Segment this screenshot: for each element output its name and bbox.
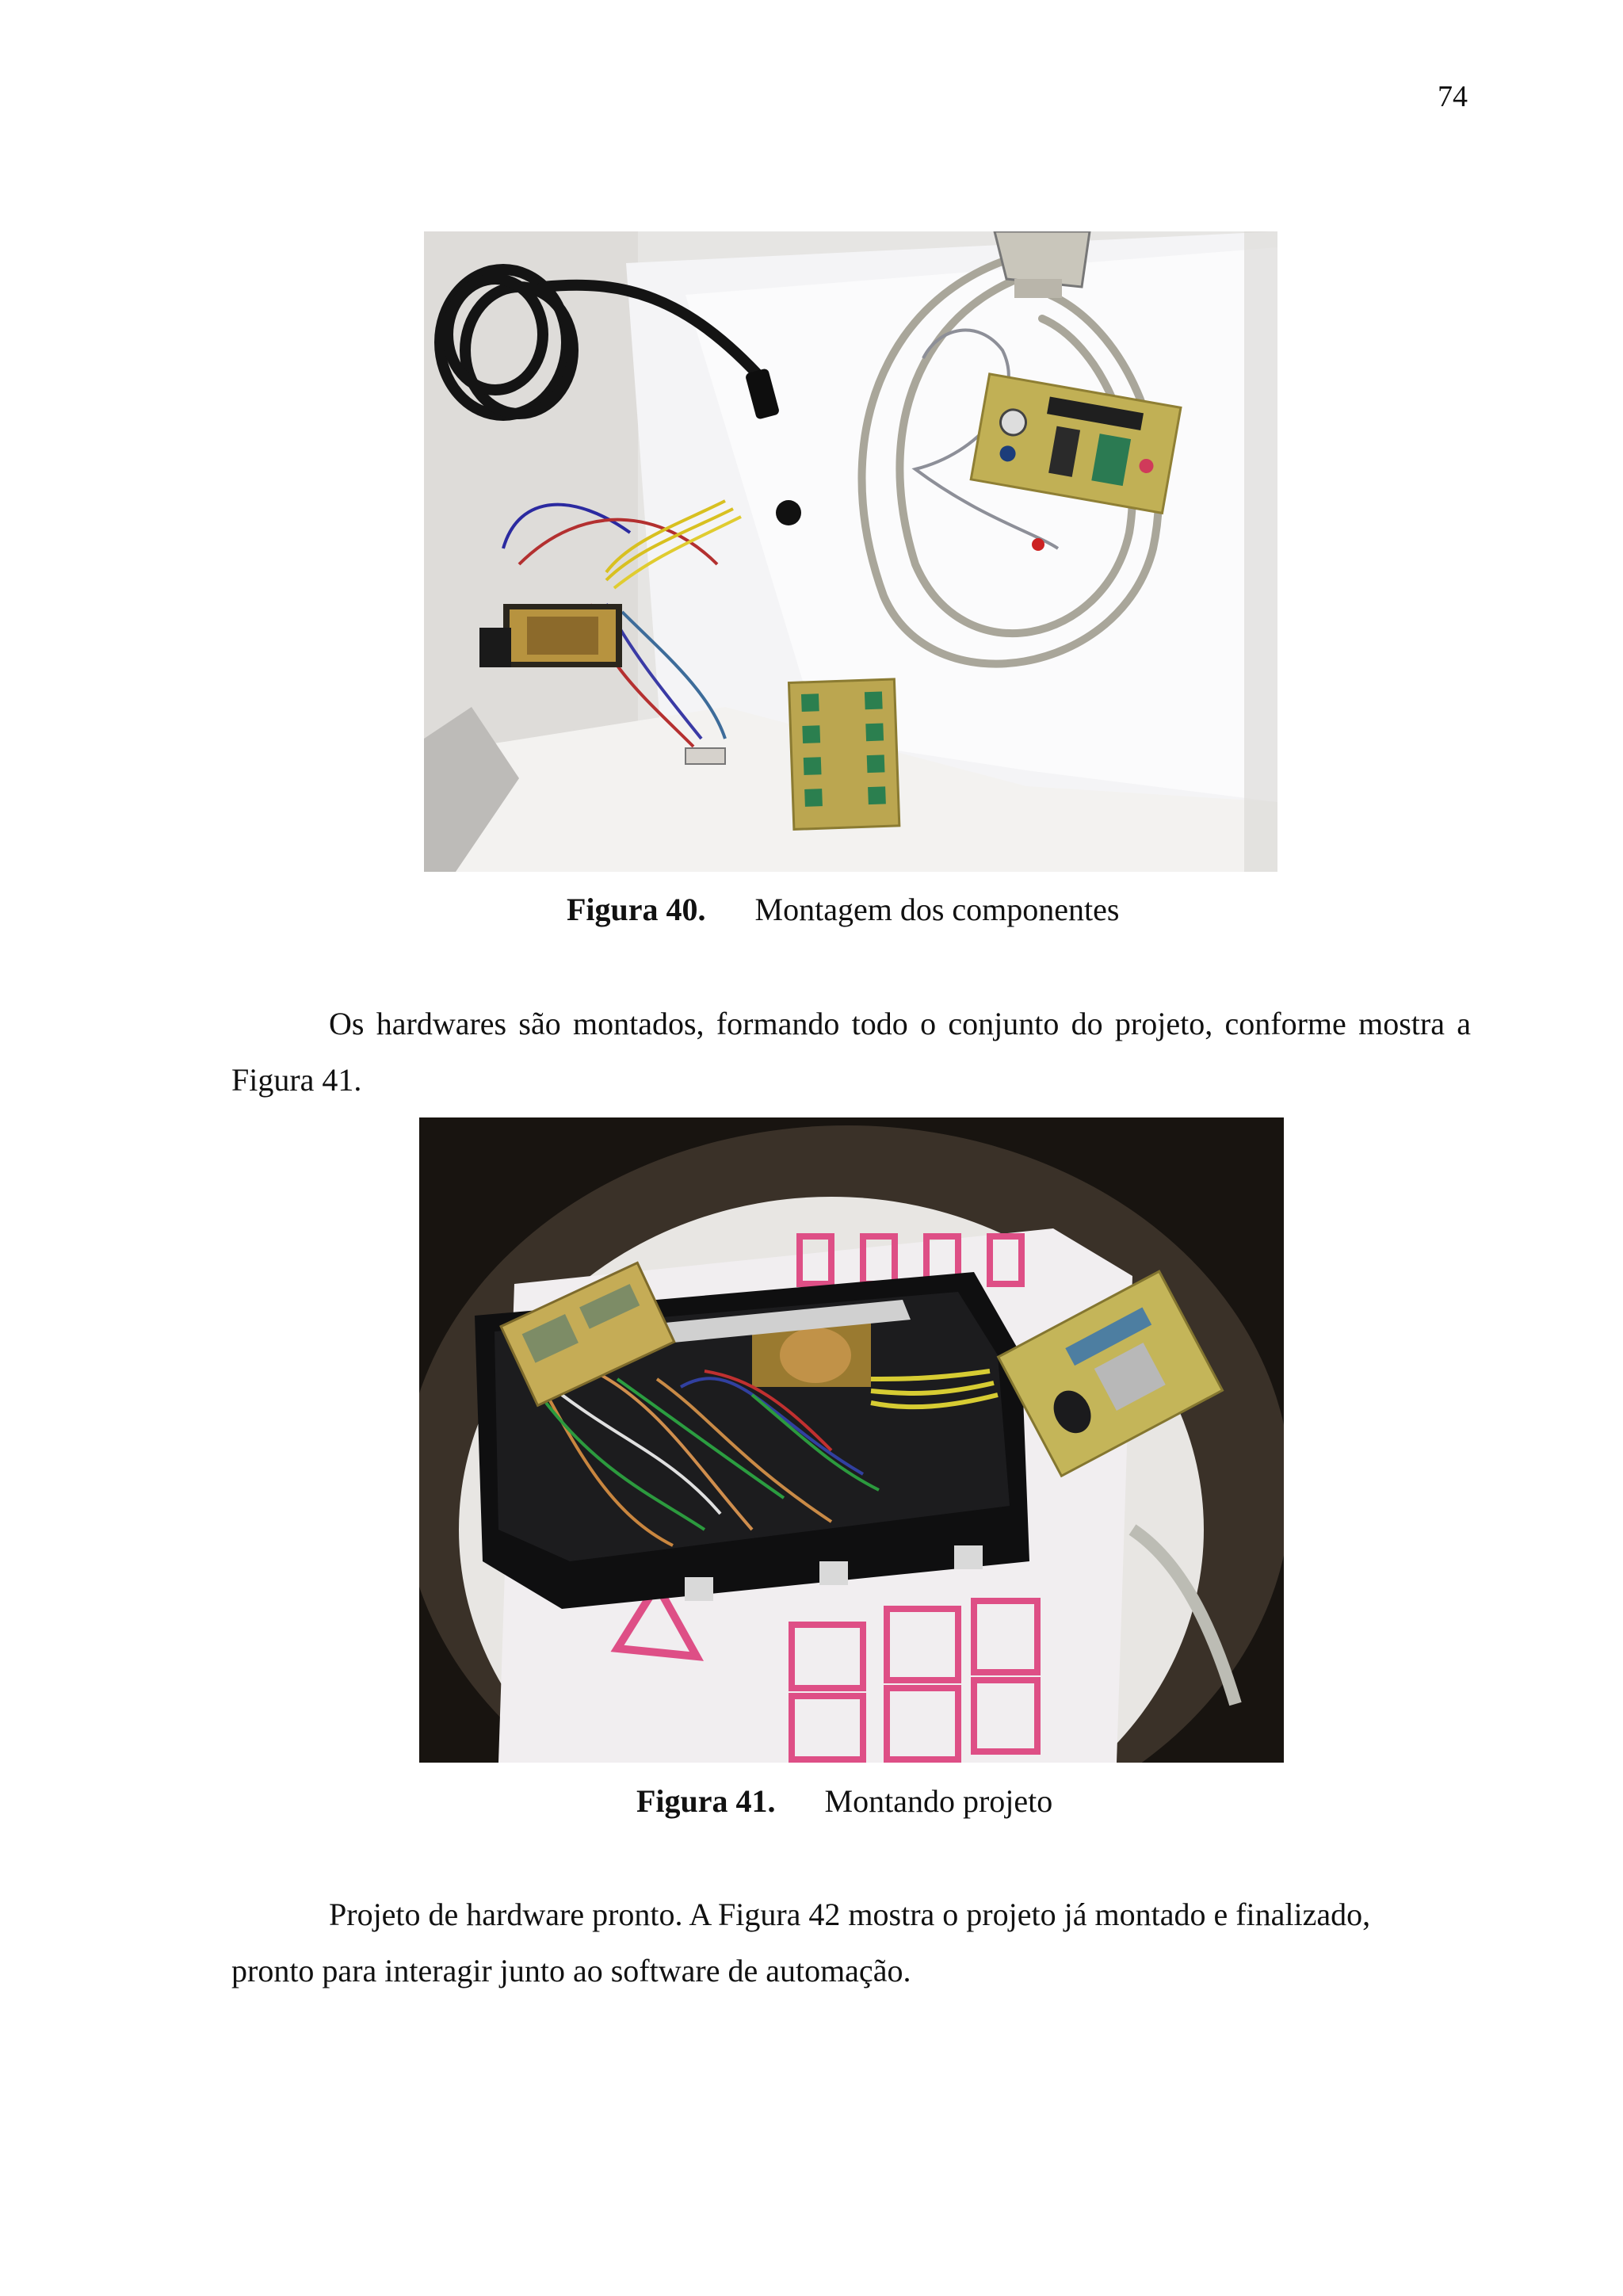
paragraph-2	[231, 1886, 1471, 1999]
paragraph-1-line-2: Figura 41.	[231, 1062, 362, 1098]
figure-41-photo	[419, 1117, 1284, 1763]
figure-41-caption-text: Montando projeto	[824, 1783, 1053, 1819]
figure-40-caption	[567, 891, 1119, 928]
paragraph-2-line-2: pronto para interagir junto ao software de automação.	[231, 1953, 911, 1988]
paragraph-1-line-1: Os hardwares são montados, formando todo o conjunto do projeto, conforme mostra a	[329, 1006, 1471, 1041]
page-number: 74	[1438, 80, 1468, 113]
paragraph-1	[231, 995, 1471, 1108]
figure-40-caption-text: Montagem dos componentes	[754, 892, 1120, 927]
figure-41-label: Figura 41.	[636, 1783, 776, 1819]
paragraph-2-line-1: Projeto de hardware pronto. A Figura 42 mostra o projeto já montado e finalizado,	[329, 1897, 1371, 1932]
figure-41-caption	[636, 1782, 1052, 1820]
figure-40-photo	[424, 231, 1277, 872]
figure-40-label: Figura 40.	[567, 892, 706, 927]
